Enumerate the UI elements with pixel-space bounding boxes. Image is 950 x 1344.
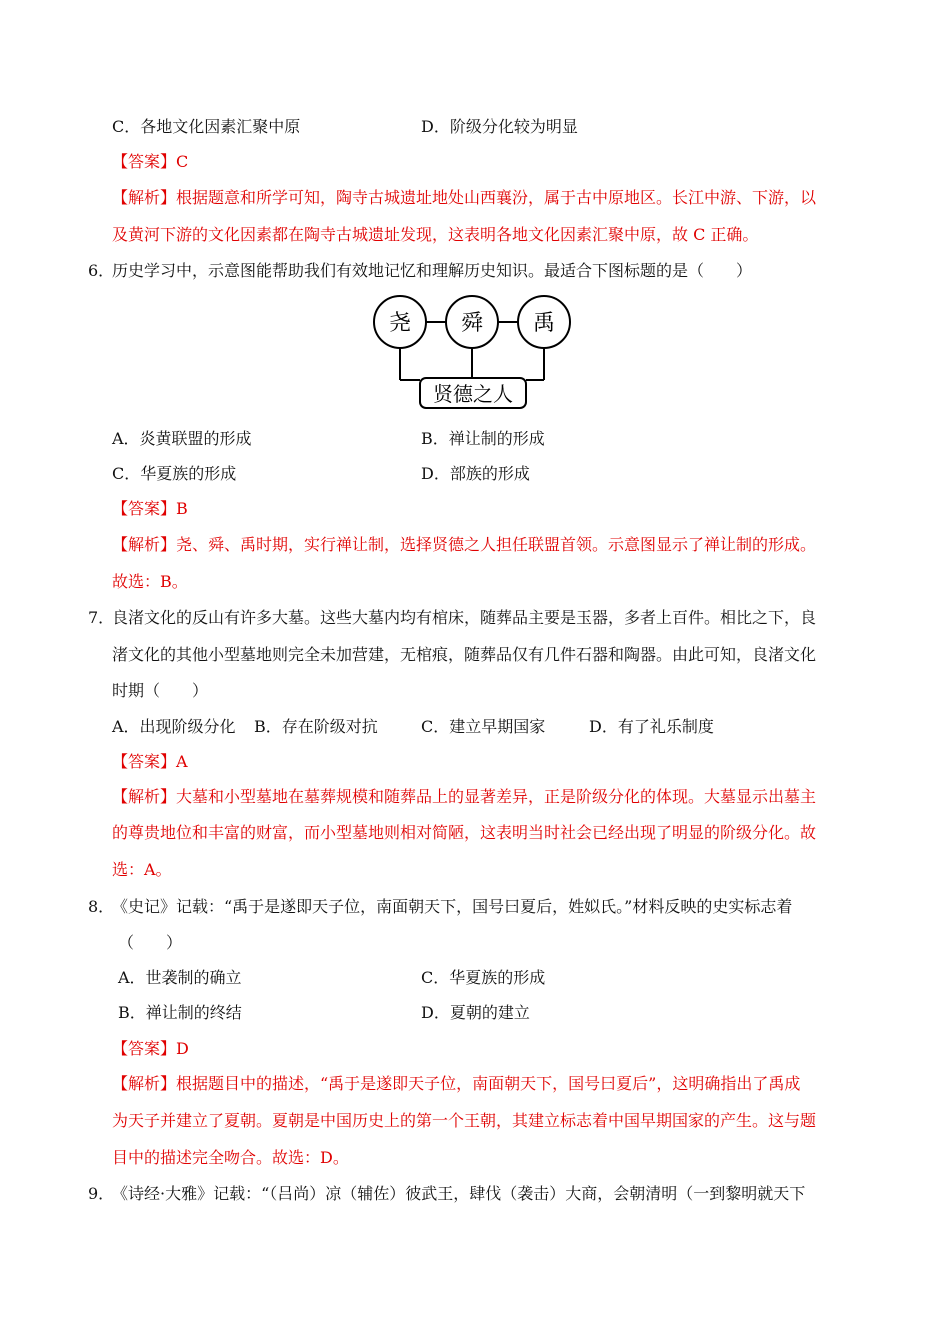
q6-option-c: C．华夏族的形成 — [112, 464, 237, 483]
q8-stem-line-2: （ ） — [118, 933, 183, 952]
q5-analysis-line-1: 【解析】根据题意和所学可知，陶寺古城遗址地处山西襄汾，属于古中原地区。长江中游、下游，以 — [112, 188, 817, 207]
q8-analysis-line-3: 目中的描述完全吻合。故选：D。 — [112, 1148, 349, 1167]
q7-stem-line-2: 渚文化的其他小型墓地则完全未加营建，无棺痕，随葬品仅有几件石器和陶器。由此可知，良渚文化 — [112, 645, 817, 664]
q5-option-c: C．各地文化因素汇聚中原 — [112, 117, 301, 136]
q6-option-b: B．禅让制的形成 — [421, 429, 545, 448]
q7-option-d: D．有了礼乐制度 — [589, 717, 714, 736]
q7-analysis-line-2: 的尊贵地位和丰富的财富，而小型墓地则相对简陋，这表明当时社会已经出现了明显的阶级分化。故 — [112, 823, 817, 842]
q7-option-a: A．出现阶级分化 — [112, 717, 236, 736]
q8-number: 8． — [88, 897, 115, 916]
q7-stem-line-3: 时期（ ） — [112, 681, 209, 700]
diagram-box-label: 贤德之人 — [433, 382, 513, 406]
q9-number: 9． — [88, 1184, 115, 1203]
q9-stem-line-1: 《诗经·大雅》记载：“（吕尚）凉（辅佐）彼武王，肆伐（袭击）大商，会朝清明（一到黎明就天下 — [112, 1184, 806, 1203]
q6-option-a: A．炎黄联盟的形成 — [112, 429, 252, 448]
q7-number: 7． — [88, 608, 115, 627]
q7-answer: 【答案】A — [112, 752, 188, 771]
q8-option-a: A．世袭制的确立 — [118, 968, 242, 987]
q6-option-d: D．部族的形成 — [421, 464, 530, 483]
diagram-label-yu: 禹 — [532, 311, 556, 336]
q8-option-c: C．华夏族的形成 — [421, 968, 546, 987]
q8-stem-line-1: 《史记》记载：“禹于是遂即天子位，南面朝天下，国号曰夏后，姓姒氏。”材料反映的史实标志着 — [112, 897, 793, 916]
diagram-label-shun: 舜 — [460, 311, 484, 336]
q6-analysis-line-2: 故选：B。 — [112, 572, 188, 591]
q8-answer: 【答案】D — [112, 1039, 189, 1058]
q6-stem: 历史学习中，示意图能帮助我们有效地记忆和理解历史知识。最适合下图标题的是（ ） — [112, 261, 753, 280]
q7-analysis-line-1: 【解析】大墓和小型墓地在墓葬规模和随葬品上的显著差异，正是阶级分化的体现。大墓显示出墓主 — [112, 787, 817, 806]
q7-analysis-line-3: 选：A。 — [112, 860, 172, 879]
q8-analysis-line-2: 为天子并建立了夏朝。夏朝是中国历史上的第一个王朝，其建立标志着中国早期国家的产生。这与题 — [112, 1111, 817, 1130]
q5-answer: 【答案】C — [112, 152, 189, 171]
diagram-label-yao: 尧 — [388, 311, 412, 336]
q6-analysis-line-1: 【解析】尧、舜、禹时期，实行禅让制，选择贤德之人担任联盟首领。示意图显示了禅让制的形成。 — [112, 535, 817, 554]
q6-diagram — [368, 290, 582, 412]
q8-analysis-line-1: 【解析】根据题目中的描述，“禹于是遂即天子位，南面朝天下，国号曰夏后”，这明确指出了禹成 — [112, 1074, 801, 1093]
q5-option-d: D．阶级分化较为明显 — [421, 117, 578, 136]
q8-option-d: D．夏朝的建立 — [421, 1003, 530, 1022]
q6-answer: 【答案】B — [112, 499, 188, 518]
q8-option-b: B．禅让制的终结 — [118, 1003, 242, 1022]
q6-number: 6． — [88, 261, 115, 280]
q7-option-c: C．建立早期国家 — [421, 717, 546, 736]
q7-option-b: B．存在阶级对抗 — [254, 717, 378, 736]
q5-analysis-line-2: 及黄河下游的文化因素都在陶寺古城遗址发现，这表明各地文化因素汇聚中原，故 C 正确。 — [112, 225, 759, 244]
q7-stem-line-1: 良渚文化的反山有许多大墓。这些大墓内均有棺床，随葬品主要是玉器，多者上百件。相比之下，良 — [112, 608, 817, 627]
